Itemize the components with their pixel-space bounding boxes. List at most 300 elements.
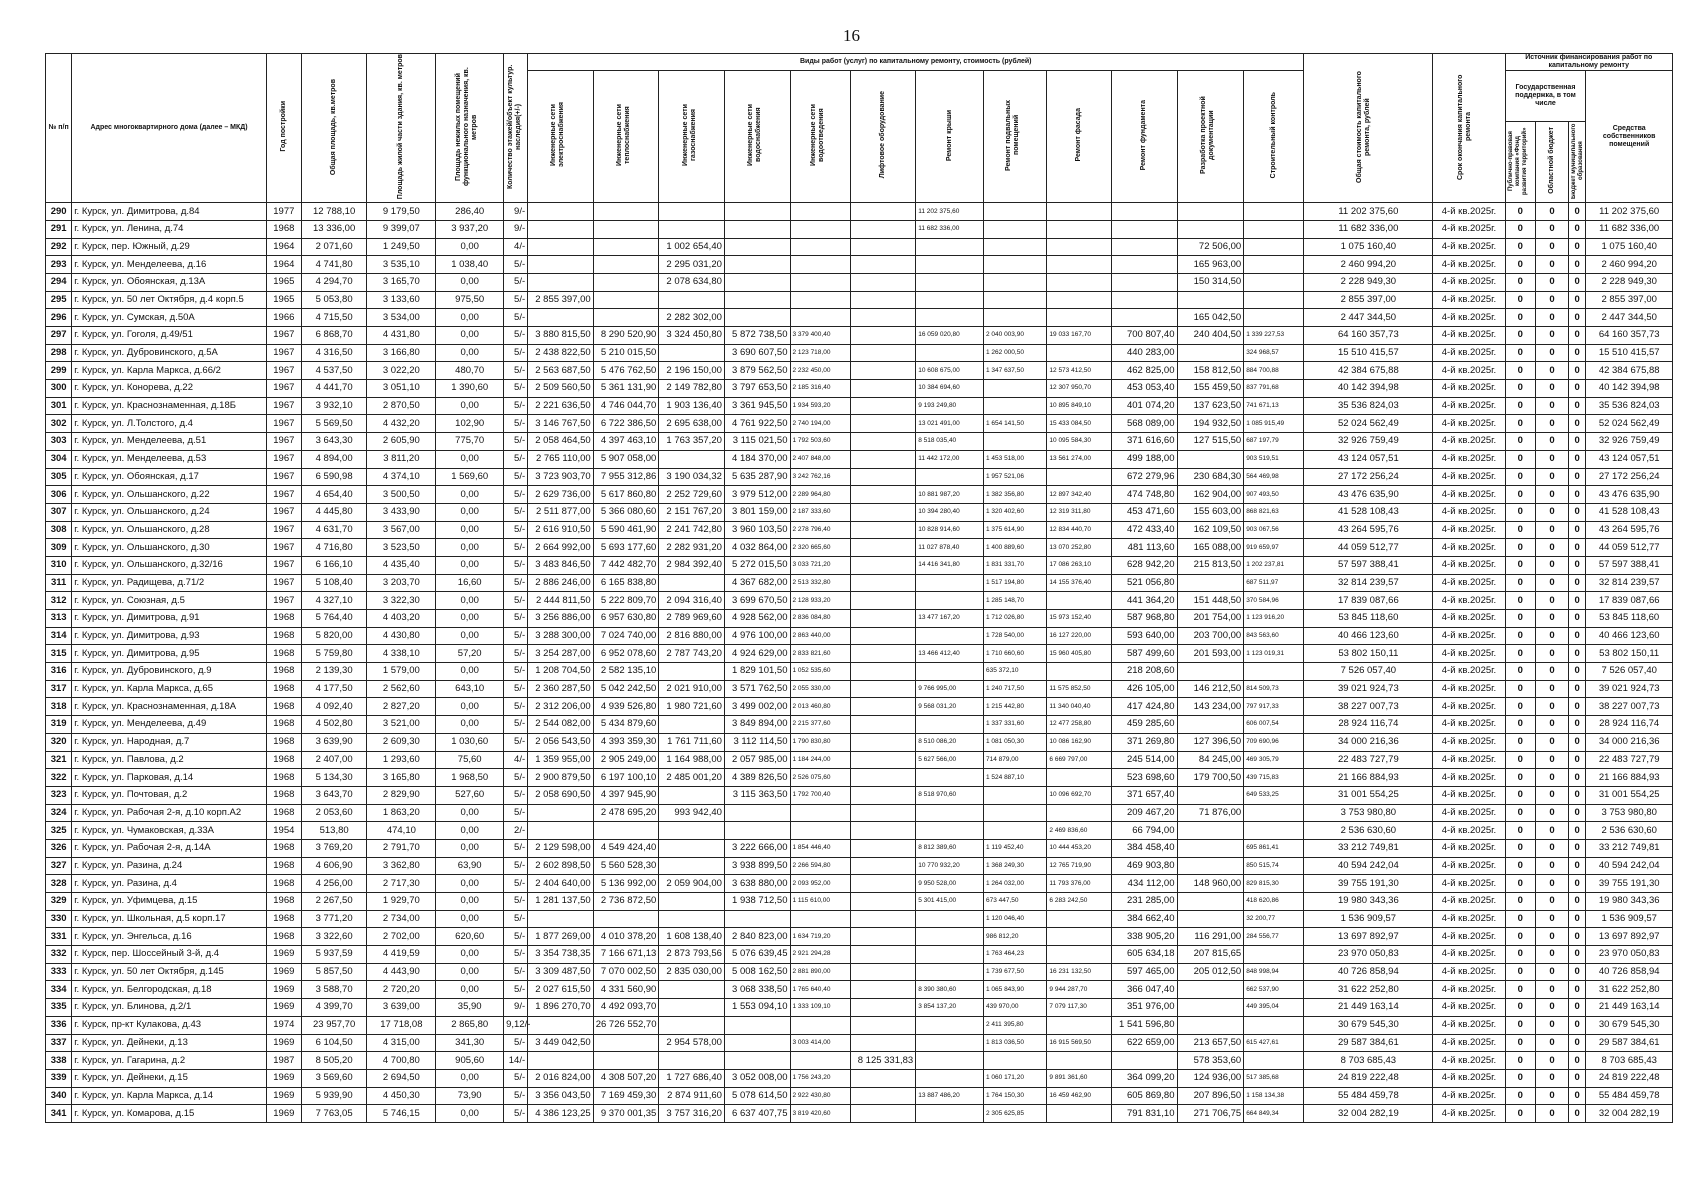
cell-work-design	[1177, 574, 1244, 592]
cell-fund: 0	[1505, 397, 1536, 415]
table-row	[46, 344, 1673, 362]
cell-deadline: 4-й кв.2025г.	[1433, 539, 1505, 557]
cell-municipal: 0	[1568, 946, 1585, 964]
cell-work-supervision	[1244, 946, 1304, 964]
cell-work-electric	[528, 256, 594, 274]
cell-regional: 0	[1536, 397, 1569, 415]
cell-total-cost: 29 587 384,61	[1304, 1034, 1433, 1052]
cell-work-basement: 1 382 356,80	[984, 486, 1047, 504]
cell-work-supervision: 418 620,86	[1244, 893, 1304, 911]
cell-work-roof: 13 887 486,20	[916, 1087, 984, 1105]
cell-work-basement: 1 710 660,60	[984, 645, 1047, 663]
cell-work-sewer	[790, 238, 850, 256]
cell-work-supervision: 843 563,60	[1244, 627, 1304, 645]
cell-work-supervision	[1244, 309, 1304, 327]
cell-fund: 0	[1505, 822, 1536, 840]
cell-no: 320	[46, 733, 72, 751]
cell-work-foundation: 622 659,00	[1111, 1034, 1177, 1052]
cell-year: 1968	[266, 733, 301, 751]
table-row	[46, 893, 1673, 911]
cell-regional: 0	[1536, 1052, 1569, 1070]
cell-no: 296	[46, 309, 72, 327]
header-municipal: Бюджет муниципального образования	[1568, 122, 1585, 203]
cell-deadline: 4-й кв.2025г.	[1433, 380, 1505, 398]
cell-fund: 0	[1505, 433, 1536, 451]
cell-work-sewer: 2 836 084,80	[790, 610, 850, 628]
cell-work-roof: 9 568 031,20	[916, 698, 984, 716]
cell-total-cost: 32 814 239,57	[1304, 574, 1433, 592]
cell-work-elevator	[850, 220, 916, 238]
cell-total-area: 13 336,00	[301, 220, 367, 238]
cell-work-foundation	[1111, 309, 1177, 327]
cell-floors: 5/-	[504, 556, 528, 574]
cell-work-heating: 4 939 526,80	[593, 698, 659, 716]
table-row	[46, 627, 1673, 645]
cell-work-design: 207 896,50	[1177, 1087, 1244, 1105]
cell-fund: 0	[1505, 1069, 1536, 1087]
cell-total-area: 3 639,90	[301, 733, 367, 751]
cell-living-area: 1 249,50	[367, 238, 436, 256]
cell-municipal: 0	[1568, 468, 1585, 486]
cell-nonres-area: 775,70	[436, 433, 504, 451]
cell-work-roof	[916, 963, 984, 981]
table-row	[46, 910, 1673, 928]
cell-floors: 5/-	[504, 539, 528, 557]
cell-work-heating: 2 478 695,20	[593, 804, 659, 822]
header-fund: Публично-правовая компания «Фонд развития территорий»	[1505, 122, 1536, 203]
cell-fund: 0	[1505, 893, 1536, 911]
cell-regional: 0	[1536, 663, 1569, 681]
header-work-9: Ремонт фасада	[1047, 71, 1112, 203]
cell-deadline: 4-й кв.2025г.	[1433, 433, 1505, 451]
cell-work-elevator	[850, 556, 916, 574]
header-work-10: Ремонт фундамента	[1111, 71, 1177, 203]
table-row	[46, 592, 1673, 610]
cell-work-roof	[916, 273, 984, 291]
cell-nonres-area: 0,00	[436, 963, 504, 981]
cell-work-basement: 1 453 518,00	[984, 450, 1047, 468]
cell-total-cost: 42 384 675,88	[1304, 362, 1433, 380]
cell-owners: 3 753 980,80	[1586, 804, 1673, 822]
cell-municipal: 0	[1568, 804, 1585, 822]
cell-work-supervision	[1244, 220, 1304, 238]
cell-fund: 0	[1505, 680, 1536, 698]
cell-work-design: 205 012,50	[1177, 963, 1244, 981]
cell-total-cost: 15 510 415,57	[1304, 344, 1433, 362]
cell-living-area: 4 450,30	[367, 1087, 436, 1105]
cell-no: 300	[46, 380, 72, 398]
cell-regional: 0	[1536, 769, 1569, 787]
cell-work-heating	[593, 1034, 659, 1052]
cell-floors: 5/-	[504, 786, 528, 804]
cell-work-gas: 1 164 988,00	[659, 751, 725, 769]
cell-deadline: 4-й кв.2025г.	[1433, 751, 1505, 769]
cell-work-electric: 2 058 464,50	[528, 433, 594, 451]
cell-owners: 21 166 884,93	[1586, 769, 1673, 787]
cell-year: 1968	[266, 804, 301, 822]
cell-municipal: 0	[1568, 910, 1585, 928]
cell-year: 1967	[266, 592, 301, 610]
cell-work-facade: 11 575 852,50	[1047, 680, 1112, 698]
cell-deadline: 4-й кв.2025г.	[1433, 397, 1505, 415]
cell-floors: 5/-	[504, 804, 528, 822]
cell-work-sewer: 3 242 762,16	[790, 468, 850, 486]
cell-owners: 57 597 388,41	[1586, 556, 1673, 574]
cell-work-elevator	[850, 804, 916, 822]
cell-work-electric: 2 629 736,00	[528, 486, 594, 504]
cell-floors: 5/-	[504, 645, 528, 663]
cell-work-supervision: 664 849,34	[1244, 1105, 1304, 1123]
cell-work-gas: 1 727 686,40	[659, 1069, 725, 1087]
cell-living-area: 4 432,20	[367, 415, 436, 433]
cell-municipal: 0	[1568, 433, 1585, 451]
cell-address: г. Курск, пер. Шоссейный 3-й, д.4	[72, 946, 267, 964]
cell-floors: 5/-	[504, 486, 528, 504]
cell-work-heating: 5 434 879,60	[593, 716, 659, 734]
cell-regional: 0	[1536, 946, 1569, 964]
cell-municipal: 0	[1568, 839, 1585, 857]
cell-nonres-area: 3 937,20	[436, 220, 504, 238]
cell-no: 326	[46, 839, 72, 857]
cell-work-elevator	[850, 645, 916, 663]
cell-work-roof: 8 518 970,60	[916, 786, 984, 804]
header-owners: Средства собственников помещений	[1586, 71, 1673, 203]
cell-fund: 0	[1505, 574, 1536, 592]
cell-work-supervision: 919 659,97	[1244, 539, 1304, 557]
cell-year: 1967	[266, 415, 301, 433]
cell-deadline: 4-й кв.2025г.	[1433, 486, 1505, 504]
cell-living-area: 2 827,20	[367, 698, 436, 716]
cell-owners: 2 855 397,00	[1586, 291, 1673, 309]
cell-work-roof	[916, 804, 984, 822]
cell-living-area: 4 430,80	[367, 627, 436, 645]
cell-work-foundation: 593 640,00	[1111, 627, 1177, 645]
cell-total-area: 5 939,90	[301, 1087, 367, 1105]
cell-municipal: 0	[1568, 203, 1585, 221]
cell-work-heating: 4 308 507,20	[593, 1069, 659, 1087]
cell-year: 1967	[266, 362, 301, 380]
cell-work-design	[1177, 822, 1244, 840]
cell-work-sewer: 1 115 610,00	[790, 893, 850, 911]
cell-work-supervision	[1244, 1016, 1304, 1034]
cell-work-heating: 2 905 249,00	[593, 751, 659, 769]
cell-work-sewer: 1 792 503,60	[790, 433, 850, 451]
cell-work-electric: 2 444 811,50	[528, 592, 594, 610]
cell-work-roof: 10 384 694,60	[916, 380, 984, 398]
cell-work-gas	[659, 450, 725, 468]
cell-owners: 31 622 252,80	[1586, 981, 1673, 999]
cell-deadline: 4-й кв.2025г.	[1433, 645, 1505, 663]
cell-fund: 0	[1505, 733, 1536, 751]
cell-address: г. Курск, ул. Ольшанского, д.24	[72, 503, 267, 521]
cell-owners: 55 484 459,78	[1586, 1087, 1673, 1105]
cell-total-cost: 19 980 343,36	[1304, 893, 1433, 911]
cell-work-foundation: 366 047,40	[1111, 981, 1177, 999]
cell-total-cost: 32 926 759,49	[1304, 433, 1433, 451]
cell-fund: 0	[1505, 910, 1536, 928]
cell-work-design: 165 088,00	[1177, 539, 1244, 557]
cell-nonres-area: 0,00	[436, 875, 504, 893]
cell-address: г. Курск, ул. Ольшанского, д.32/16	[72, 556, 267, 574]
cell-work-gas: 2 695 638,00	[659, 415, 725, 433]
cell-work-facade: 7 079 117,30	[1047, 999, 1112, 1017]
cell-total-area: 4 256,00	[301, 875, 367, 893]
header-work-2: Инженерные сети теплоснабжения	[593, 71, 659, 203]
cell-deadline: 4-й кв.2025г.	[1433, 716, 1505, 734]
cell-year: 1967	[266, 380, 301, 398]
table-row	[46, 645, 1673, 663]
cell-total-cost: 23 970 050,83	[1304, 946, 1433, 964]
cell-work-roof: 3 854 137,20	[916, 999, 984, 1017]
cell-floors: 5/-	[504, 397, 528, 415]
cell-owners: 40 726 858,94	[1586, 963, 1673, 981]
cell-year: 1968	[266, 893, 301, 911]
cell-deadline: 4-й кв.2025г.	[1433, 291, 1505, 309]
cell-owners: 40 466 123,60	[1586, 627, 1673, 645]
cell-work-supervision: 837 791,68	[1244, 380, 1304, 398]
cell-work-facade	[1047, 256, 1112, 274]
cell-work-facade: 11 340 040,40	[1047, 698, 1112, 716]
cell-year: 1969	[266, 1069, 301, 1087]
cell-work-gas: 2 485 001,20	[659, 769, 725, 787]
cell-municipal: 0	[1568, 963, 1585, 981]
cell-address: г. Курск, ул. Союзная, д.5	[72, 592, 267, 610]
cell-work-electric: 2 509 560,50	[528, 380, 594, 398]
cell-fund: 0	[1505, 946, 1536, 964]
cell-work-gas: 2 252 729,60	[659, 486, 725, 504]
cell-work-foundation: 462 825,00	[1111, 362, 1177, 380]
cell-work-basement: 1 081 050,30	[984, 733, 1047, 751]
cell-municipal: 0	[1568, 397, 1585, 415]
cell-year: 1967	[266, 574, 301, 592]
cell-work-elevator	[850, 928, 916, 946]
cell-work-basement: 1 065 843,90	[984, 981, 1047, 999]
cell-work-foundation: 628 942,20	[1111, 556, 1177, 574]
cell-total-area: 5 108,40	[301, 574, 367, 592]
cell-work-elevator	[850, 751, 916, 769]
table-row	[46, 397, 1673, 415]
cell-total-cost: 43 264 595,76	[1304, 521, 1433, 539]
cell-living-area: 2 609,30	[367, 733, 436, 751]
cell-municipal: 0	[1568, 380, 1585, 398]
cell-nonres-area: 75,60	[436, 751, 504, 769]
cell-work-foundation	[1111, 203, 1177, 221]
cell-regional: 0	[1536, 309, 1569, 327]
cell-year: 1964	[266, 256, 301, 274]
cell-total-area: 513,80	[301, 822, 367, 840]
cell-work-facade	[1047, 1052, 1112, 1070]
cell-year: 1974	[266, 1016, 301, 1034]
cell-work-facade: 15 433 084,50	[1047, 415, 1112, 433]
cell-fund: 0	[1505, 362, 1536, 380]
cell-work-design	[1177, 1016, 1244, 1034]
cell-year: 1968	[266, 627, 301, 645]
cell-work-gas	[659, 1016, 725, 1034]
cell-owners: 7 526 057,40	[1586, 663, 1673, 681]
cell-no: 329	[46, 893, 72, 911]
cell-owners: 13 697 892,97	[1586, 928, 1673, 946]
cell-nonres-area: 1 390,60	[436, 380, 504, 398]
cell-total-area: 4 399,70	[301, 999, 367, 1017]
cell-living-area: 2 694,50	[367, 1069, 436, 1087]
cell-work-heating	[593, 203, 659, 221]
cell-floors: 14/-	[504, 1052, 528, 1070]
cell-fund: 0	[1505, 804, 1536, 822]
cell-fund: 0	[1505, 786, 1536, 804]
cell-address: г. Курск, ул. Димитрова, д.93	[72, 627, 267, 645]
cell-work-roof	[916, 769, 984, 787]
cell-no: 318	[46, 698, 72, 716]
cell-work-basement: 1 831 331,70	[984, 556, 1047, 574]
cell-living-area: 4 338,10	[367, 645, 436, 663]
cell-work-gas	[659, 344, 725, 362]
cell-work-water: 3 699 670,50	[724, 592, 790, 610]
cell-work-design: 127 515,50	[1177, 433, 1244, 451]
cell-work-design: 213 657,50	[1177, 1034, 1244, 1052]
cell-work-foundation: 605 634,18	[1111, 946, 1177, 964]
cell-work-basement: 439 970,00	[984, 999, 1047, 1017]
cell-work-water	[724, 238, 790, 256]
cell-floors: 5/-	[504, 1087, 528, 1105]
cell-work-sewer: 1 333 109,10	[790, 999, 850, 1017]
cell-regional: 0	[1536, 822, 1569, 840]
cell-total-area: 8 505,20	[301, 1052, 367, 1070]
cell-regional: 0	[1536, 627, 1569, 645]
cell-living-area: 2 605,90	[367, 433, 436, 451]
cell-total-area: 6 868,70	[301, 327, 367, 345]
cell-work-elevator	[850, 1016, 916, 1034]
cell-nonres-area: 620,60	[436, 928, 504, 946]
cell-work-elevator	[850, 592, 916, 610]
cell-no: 324	[46, 804, 72, 822]
cell-municipal: 0	[1568, 698, 1585, 716]
header-floors: Количество этажей/объект культур. наследия(+/-)	[504, 54, 528, 203]
cell-work-facade	[1047, 946, 1112, 964]
cell-owners: 2 447 344,50	[1586, 309, 1673, 327]
cell-total-area: 6 166,10	[301, 556, 367, 574]
cell-work-basement	[984, 256, 1047, 274]
cell-work-basement: 1 813 036,50	[984, 1034, 1047, 1052]
cell-work-water: 3 638 880,00	[724, 875, 790, 893]
cell-living-area: 2 717,30	[367, 875, 436, 893]
cell-year: 1968	[266, 751, 301, 769]
cell-year: 1968	[266, 645, 301, 663]
cell-total-area: 4 606,90	[301, 857, 367, 875]
cell-work-electric: 3 356 043,50	[528, 1087, 594, 1105]
cell-total-cost: 13 697 892,97	[1304, 928, 1433, 946]
cell-municipal: 0	[1568, 539, 1585, 557]
cell-work-basement: 635 372,10	[984, 663, 1047, 681]
cell-nonres-area: 0,00	[436, 521, 504, 539]
cell-total-cost: 43 124 057,51	[1304, 450, 1433, 468]
cell-work-elevator	[850, 698, 916, 716]
cell-work-heating: 5 361 131,90	[593, 380, 659, 398]
cell-work-sewer	[790, 1016, 850, 1034]
cell-nonres-area: 0,00	[436, 804, 504, 822]
cell-address: г. Курск, ул. Менделеева, д.53	[72, 450, 267, 468]
cell-work-foundation: 700 807,40	[1111, 327, 1177, 345]
cell-work-supervision	[1244, 1052, 1304, 1070]
cell-work-heating: 5 693 177,60	[593, 539, 659, 557]
cell-work-electric: 2 056 543,50	[528, 733, 594, 751]
cell-year: 1969	[266, 1034, 301, 1052]
table-row	[46, 362, 1673, 380]
cell-deadline: 4-й кв.2025г.	[1433, 857, 1505, 875]
cell-municipal: 0	[1568, 875, 1585, 893]
cell-work-elevator	[850, 769, 916, 787]
cell-work-heating: 26 726 552,70	[593, 1016, 659, 1034]
cell-floors: 5/-	[504, 344, 528, 362]
cell-work-electric	[528, 273, 594, 291]
cell-work-heating: 5 476 762,50	[593, 362, 659, 380]
cell-work-basement	[984, 397, 1047, 415]
cell-year: 1967	[266, 486, 301, 504]
cell-work-electric: 3 723 903,70	[528, 468, 594, 486]
table-row	[46, 450, 1673, 468]
cell-work-heating: 9 370 001,35	[593, 1105, 659, 1123]
cell-work-design	[1177, 981, 1244, 999]
cell-work-basement	[984, 238, 1047, 256]
cell-work-facade	[1047, 220, 1112, 238]
cell-regional: 0	[1536, 680, 1569, 698]
cell-work-basement: 1 264 032,00	[984, 875, 1047, 893]
cell-work-design	[1177, 203, 1244, 221]
cell-address: г. Курск, ул. Гоголя, д.49/51	[72, 327, 267, 345]
cell-fund: 0	[1505, 645, 1536, 663]
cell-work-gas	[659, 291, 725, 309]
cell-floors: 5/-	[504, 1034, 528, 1052]
cell-total-area: 5 820,00	[301, 627, 367, 645]
cell-address: г. Курск, ул. Комарова, д.15	[72, 1105, 267, 1123]
cell-work-roof: 8 518 035,40	[916, 433, 984, 451]
cell-year: 1968	[266, 716, 301, 734]
cell-work-elevator	[850, 362, 916, 380]
cell-work-heating	[593, 256, 659, 274]
cell-work-facade	[1047, 273, 1112, 291]
cell-fund: 0	[1505, 928, 1536, 946]
cell-work-design: 146 212,50	[1177, 680, 1244, 698]
cell-nonres-area: 0,00	[436, 839, 504, 857]
table-row	[46, 875, 1673, 893]
cell-work-heating: 6 197 100,10	[593, 769, 659, 787]
cell-total-cost: 52 024 562,49	[1304, 415, 1433, 433]
cell-work-roof: 10 394 280,40	[916, 503, 984, 521]
cell-work-design	[1177, 893, 1244, 911]
cell-no: 327	[46, 857, 72, 875]
cell-nonres-area: 905,60	[436, 1052, 504, 1070]
cell-work-heating: 7 166 671,13	[593, 946, 659, 964]
cell-total-area: 3 932,10	[301, 397, 367, 415]
cell-owners: 33 212 749,81	[1586, 839, 1673, 857]
cell-address: г. Курск, ул. Дубровинского, д.9	[72, 663, 267, 681]
cell-regional: 0	[1536, 238, 1569, 256]
cell-work-electric: 2 404 640,00	[528, 875, 594, 893]
cell-year: 1967	[266, 450, 301, 468]
cell-work-gas	[659, 822, 725, 840]
header-no: № п/п	[46, 54, 72, 203]
cell-total-area: 5 937,59	[301, 946, 367, 964]
cell-regional: 0	[1536, 716, 1569, 734]
cell-work-heating: 2 736 872,50	[593, 893, 659, 911]
cell-year: 1969	[266, 963, 301, 981]
cell-work-design: 201 593,00	[1177, 645, 1244, 663]
cell-work-elevator	[850, 486, 916, 504]
cell-regional: 0	[1536, 592, 1569, 610]
cell-work-electric: 3 449 042,50	[528, 1034, 594, 1052]
cell-regional: 0	[1536, 362, 1569, 380]
cell-work-facade: 16 231 132,50	[1047, 963, 1112, 981]
cell-work-supervision	[1244, 256, 1304, 274]
